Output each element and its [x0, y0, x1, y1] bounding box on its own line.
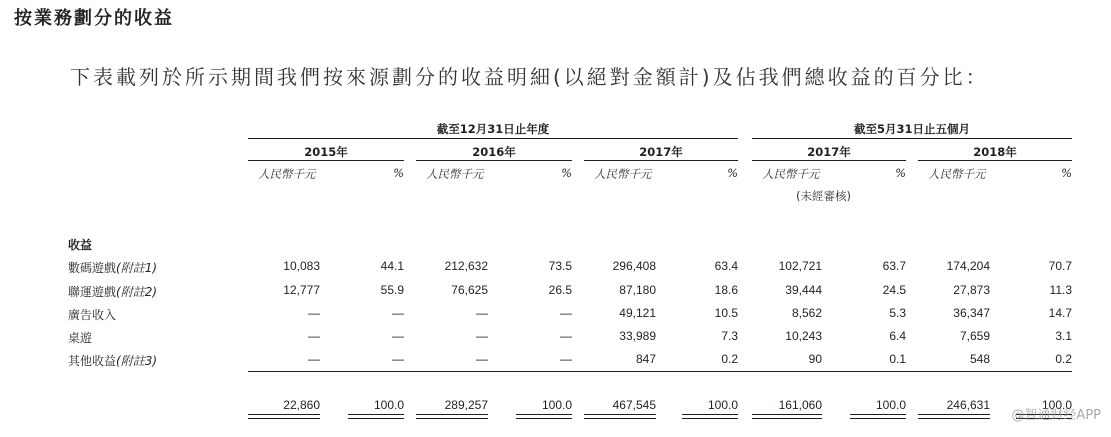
total-cell: 246,631 [946, 398, 990, 412]
table-cell: 70.7 [1048, 259, 1072, 273]
table-cell: 10,243 [785, 329, 822, 343]
table-cell: — [476, 352, 488, 366]
row-label [68, 259, 157, 276]
table-cell: 11.3 [1049, 283, 1072, 297]
unaudited-note: (未經審核) [796, 189, 851, 203]
group-rule-five-months [752, 138, 1072, 139]
group-header-five-months: 截至5月31日止五個月 [853, 122, 970, 136]
year-rule-2018-5m [918, 160, 1072, 161]
table-cell: 3.1 [1055, 329, 1072, 343]
year-header-2016: 2016年 [472, 145, 516, 159]
table-cell: — [560, 329, 572, 343]
table-cell: 296,408 [612, 259, 656, 273]
total-double-rule [348, 414, 404, 419]
table-cell: 39,444 [785, 283, 822, 297]
total-cell: 161,060 [778, 398, 822, 412]
group-header-annual: 截至12月31日止年度 [436, 122, 550, 136]
year-header-2017: 2017年 [639, 145, 683, 159]
table-cell: 212,632 [444, 259, 488, 273]
table-cell: — [392, 352, 404, 366]
total-double-rule [248, 414, 320, 419]
unit-rmb: 人民幣千元 [762, 167, 820, 181]
total-double-rule [584, 414, 656, 419]
watermark: @智通财经APP [1011, 408, 1101, 423]
table-cell: 26.5 [548, 283, 572, 297]
table-cell: 0.1 [889, 352, 906, 366]
table-cell: 55.9 [380, 283, 404, 297]
table-cell: — [560, 352, 572, 366]
table-cell: 36,347 [953, 306, 990, 320]
row-label [68, 352, 157, 369]
row-note: (附註1) [116, 261, 158, 275]
row-label-text: 桌遊 [68, 331, 93, 345]
table-cell: — [476, 329, 488, 343]
table-cell: — [308, 352, 320, 366]
row-note: (附註2) [116, 285, 158, 299]
table-cell: — [308, 329, 320, 343]
table-cell: 44.1 [380, 259, 404, 273]
table-cell: 18.6 [714, 283, 738, 297]
table-cell: 24.5 [882, 283, 906, 297]
total-cell: 467,545 [612, 398, 656, 412]
total-double-rule [682, 414, 738, 419]
group-rule-annual [248, 138, 738, 139]
total-cell: 100.0 [541, 398, 572, 412]
year-rule-2016 [416, 160, 572, 161]
total-double-rule [516, 414, 572, 419]
table-cell: — [392, 329, 404, 343]
table-cell: — [392, 306, 404, 320]
year-rule-2015 [248, 160, 404, 161]
total-double-rule [416, 414, 488, 419]
table-cell: 8,562 [791, 306, 822, 320]
year-rule-2017-5m [752, 160, 906, 161]
table-cell: 7.3 [721, 329, 738, 343]
row-label [68, 306, 116, 323]
year-header-2015: 2015年 [304, 145, 348, 159]
row-label [68, 329, 92, 346]
section-heading: 按業務劃分的收益 [14, 8, 174, 29]
table-cell: 63.7 [882, 259, 906, 273]
unit-rmb: 人民幣千元 [426, 167, 484, 181]
table-cell: 14.7 [1048, 306, 1072, 320]
unit-pct: % [895, 166, 906, 180]
total-double-rule [850, 414, 906, 419]
row-note: (附註3) [116, 354, 158, 368]
row-label-text: 廣告收入 [68, 308, 117, 322]
subtotal-rule [248, 371, 1072, 372]
total-cell: 100.0 [1041, 398, 1072, 412]
table-cell: 10,083 [283, 259, 320, 273]
row-label [68, 283, 157, 300]
table-cell: 7,659 [959, 329, 990, 343]
table-cell: 10.5 [714, 306, 738, 320]
row-label-text: 其他收益 [68, 354, 117, 368]
table-cell: 0.2 [1055, 352, 1072, 366]
table-cell: — [560, 306, 572, 320]
unit-rmb: 人民幣千元 [258, 167, 316, 181]
table-cell: 73.5 [548, 259, 572, 273]
year-header-2017-5m: 2017年 [807, 145, 851, 159]
revenue-section-title: 收益 [68, 238, 93, 252]
total-cell: 22,860 [283, 398, 320, 412]
table-cell: 548 [969, 352, 990, 366]
table-cell: 5.3 [889, 306, 906, 320]
table-cell: 87,180 [619, 283, 656, 297]
total-cell: 100.0 [373, 398, 404, 412]
unit-rmb: 人民幣千元 [928, 167, 986, 181]
row-label-text: 數碼遊戲 [68, 261, 117, 275]
unit-pct: % [561, 166, 572, 180]
table-cell: 0.2 [721, 352, 738, 366]
year-rule-2017 [584, 160, 738, 161]
total-cell: 100.0 [875, 398, 906, 412]
total-cell: 289,257 [444, 398, 488, 412]
table-cell: 174,204 [946, 259, 990, 273]
total-double-rule [918, 414, 990, 419]
unit-pct: % [727, 166, 738, 180]
total-double-rule [752, 414, 822, 419]
table-cell: 12,777 [283, 283, 320, 297]
table-cell: 6.4 [889, 329, 906, 343]
table-cell: 49,121 [619, 306, 656, 320]
table-cell: 33,989 [619, 329, 656, 343]
table-cell: 102,721 [778, 259, 822, 273]
table-cell: 63.4 [714, 259, 738, 273]
table-cell: — [308, 306, 320, 320]
total-cell: 100.0 [707, 398, 738, 412]
table-cell: 27,873 [953, 283, 990, 297]
table-cell: — [476, 306, 488, 320]
table-cell: 90 [808, 352, 822, 366]
table-cell: 847 [635, 352, 656, 366]
unit-pct: % [1061, 166, 1072, 180]
table-cell: 76,625 [451, 283, 488, 297]
unit-rmb: 人民幣千元 [594, 167, 652, 181]
intro-paragraph: 下表載列於所示期間我們按來源劃分的收益明細(以絕對金額計)及佔我們總收益的百分比： [70, 65, 989, 89]
row-label-text: 聯運遊戲 [68, 285, 117, 299]
year-header-2018-5m: 2018年 [973, 145, 1017, 159]
unit-pct: % [393, 166, 404, 180]
